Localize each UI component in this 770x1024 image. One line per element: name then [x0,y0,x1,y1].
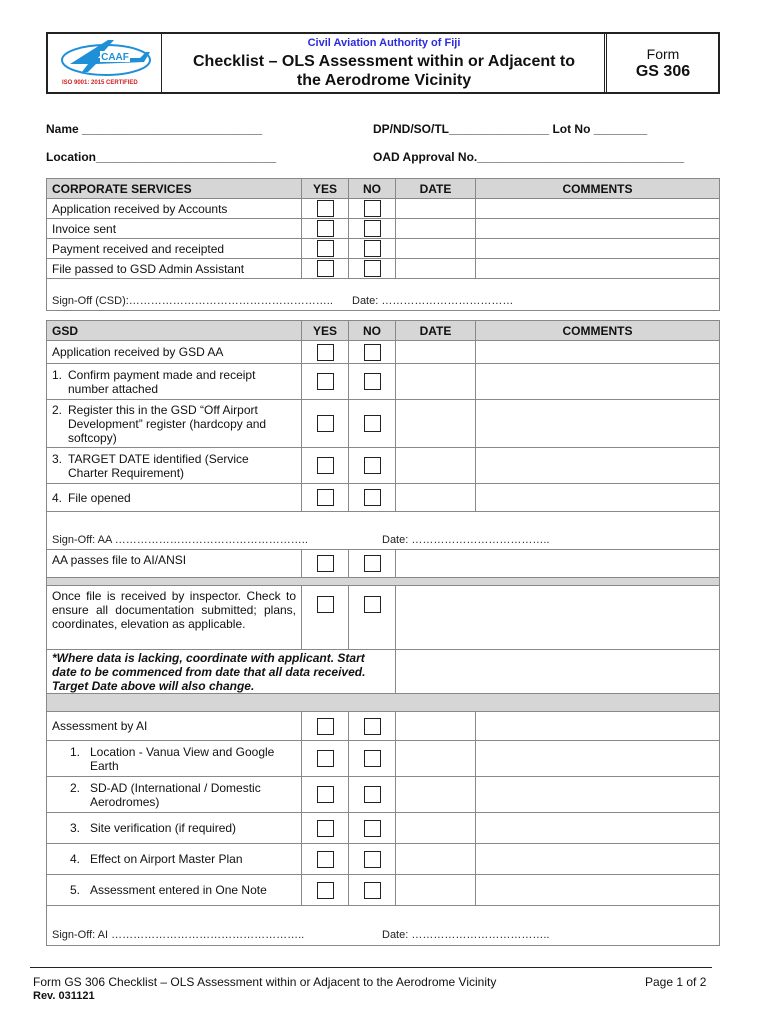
yes-cell [302,844,349,875]
date-cell[interactable] [396,239,476,259]
item-text: Assessment entered in One Note [90,883,267,897]
date-cell[interactable] [396,777,476,813]
item-number: 2. [70,780,81,795]
comments-cell[interactable] [476,364,720,400]
table-row [47,875,720,906]
date-cell[interactable] [396,813,476,844]
date-cell[interactable] [396,341,476,364]
table-row [47,741,720,777]
gsd-header-row [47,321,720,341]
no-cell [349,448,396,484]
item-number: 3. [52,451,63,466]
yes-checkbox[interactable] [317,415,334,432]
yes-cell [302,239,349,259]
no-cell [349,484,396,512]
table-row [47,341,720,364]
gsd-table [46,320,720,946]
yes-checkbox[interactable] [317,260,334,277]
form-title [164,52,604,90]
note-row [47,650,720,694]
item-label: File passed to GSD Admin Assistant [47,259,302,279]
date-cell[interactable] [396,219,476,239]
item-label [47,400,302,448]
comments-cell[interactable] [476,400,720,448]
authority-name: Civil Aviation Authority of Fiji [307,37,461,49]
yes-checkbox[interactable] [317,882,334,899]
yes-checkbox[interactable] [317,750,334,767]
item-number: 5. [70,883,81,897]
date-header: DATE [396,321,476,341]
csd-signoff[interactable] [52,294,714,308]
table-row [47,586,720,650]
table-row [47,448,720,484]
no-cell [349,239,396,259]
table-row [47,219,720,239]
comments-cell[interactable] [476,712,720,741]
item-number: 1. [70,744,81,759]
table-row [47,484,720,512]
inspector-check-text: Once file is received by inspector. Check to ensure all documentation submitted; plans, coordinates, elevation as applicable. [47,586,302,650]
date-header: DATE [396,179,476,199]
no-cell [349,586,396,650]
table-row [47,364,720,400]
item-label [47,741,302,777]
item-text: Effect on Airport Master Plan [90,852,243,866]
no-cell [349,712,396,741]
table-row [47,777,720,813]
date-cell[interactable] [396,844,476,875]
yes-cell [302,219,349,239]
footer-divider [30,967,712,968]
item-label: Invoice sent [47,219,302,239]
date-cell[interactable] [396,741,476,777]
yes-checkbox[interactable] [317,457,334,474]
yes-cell [302,741,349,777]
location-field[interactable]: Location___________________________ [46,150,277,164]
no-checkbox[interactable] [364,200,381,217]
yes-checkbox[interactable] [317,489,334,506]
yes-header: YES [302,179,349,199]
gsd-heading: GSD [47,321,302,341]
yes-cell [302,400,349,448]
no-cell [349,875,396,906]
ai-signoff[interactable] [52,928,714,942]
yes-cell [302,813,349,844]
no-checkbox[interactable] [364,489,381,506]
no-cell [349,259,396,279]
data-lacking-note: *Where data is lacking, coordinate with applicant. Start date to be commenced from date that all data received. Target Date above will also change. [47,650,396,694]
title-box [164,34,607,92]
yes-checkbox[interactable] [317,220,334,237]
date-cell[interactable] [396,400,476,448]
yes-checkbox[interactable] [317,718,334,735]
comments-cell[interactable] [476,199,720,219]
comments-cell[interactable] [476,844,720,875]
comments-cell[interactable] [476,484,720,512]
dp-lot-field[interactable]: DP/ND/SO/TL_______________ Lot No ________ [373,122,648,136]
logo-lettering: CAAF [101,52,129,63]
no-checkbox[interactable] [364,240,381,257]
no-cell [349,400,396,448]
item-text: Site verification (if required) [90,821,237,835]
date-cell[interactable] [396,712,476,741]
yes-cell [302,364,349,400]
no-checkbox[interactable] [364,555,381,572]
name-field[interactable]: Name ___________________________ [46,122,263,136]
yes-cell [302,259,349,279]
yes-cell [302,777,349,813]
yes-header: YES [302,321,349,341]
item-text: SD-AD (International / Domestic Aerodromes) [90,780,261,809]
no-cell [349,550,396,578]
item-number: 4. [70,852,81,866]
item-label [47,448,302,484]
no-checkbox[interactable] [364,415,381,432]
item-label: Payment received and receipted [47,239,302,259]
comments-cell[interactable] [476,448,720,484]
item-label [47,875,302,906]
yes-cell [302,550,349,578]
csd-signoff-date: Date: ……………………………… [352,295,514,307]
comments-cell[interactable] [476,777,720,813]
separator-row [47,694,720,712]
no-cell [349,844,396,875]
table-row [47,813,720,844]
blank-cell [396,650,720,694]
item-label [47,813,302,844]
signoff-row [47,512,720,550]
ai-signoff-label: Sign-Off: AI …………………………………………….. [52,929,305,941]
yes-checkbox[interactable] [317,820,334,837]
item-text: Location - Vanua View and Google Earth [90,744,275,773]
table-row [47,239,720,259]
ai-signoff-date: Date: ……………………………….. [382,929,550,941]
item-label: AA passes file to AI/ANSI [47,550,302,578]
footer-title: Form GS 306 Checklist – OLS Assessment within or Adjacent to the Aerodrome Vicinity [33,975,497,989]
form-title-line-1: Checklist – OLS Assessment within or Adjacent to [192,53,575,70]
oad-approval-field[interactable]: OAD Approval No._______________________________ [373,150,685,164]
comments-header: COMMENTS [476,179,720,199]
date-cell[interactable] [396,199,476,219]
corporate-heading: CORPORATE SERVICES [47,179,302,199]
aa-signoff-label: Sign-Off: AA …………………………………………….. [52,534,308,546]
yes-checkbox[interactable] [317,240,334,257]
yes-checkbox[interactable] [317,200,334,217]
no-checkbox[interactable] [364,260,381,277]
yes-cell [302,484,349,512]
date-cell[interactable] [396,259,476,279]
no-cell [349,219,396,239]
assessment-heading: Assessment by AI [47,712,302,741]
yes-checkbox[interactable] [317,555,334,572]
table-row [47,199,720,219]
comments-cell[interactable] [476,259,720,279]
no-checkbox[interactable] [364,882,381,899]
item-number: 1. [52,367,63,382]
signoff-row [47,279,720,311]
comments-cell[interactable] [476,813,720,844]
form-number-box [608,34,718,92]
no-cell [349,341,396,364]
table-row [47,550,720,578]
yes-cell [302,199,349,219]
item-text: File opened [68,490,131,505]
no-cell [349,741,396,777]
yes-cell [302,875,349,906]
csd-signoff-label: Sign-Off (CSD):……………………………………………….. [52,295,333,307]
comments-cell[interactable] [476,239,720,259]
no-header: NO [349,321,396,341]
item-text: Register this in the GSD “Off Airport Development” register (hardcopy and softcopy) [68,402,267,445]
item-number: 2. [52,402,63,417]
blank-cell [396,550,720,578]
yes-cell [302,586,349,650]
yes-checkbox[interactable] [317,786,334,803]
yes-checkbox[interactable] [317,851,334,868]
item-text: TARGET DATE identified (Service Charter Requirement) [68,451,249,480]
item-label: Application received by Accounts [47,199,302,219]
no-header: NO [349,179,396,199]
form-label: Form [646,46,680,62]
table-row [47,259,720,279]
date-cell[interactable] [396,484,476,512]
comments-cell[interactable] [476,219,720,239]
item-text: Confirm payment made and receipt number attached [68,367,256,396]
form-header [46,32,720,94]
no-cell [349,777,396,813]
no-checkbox[interactable] [364,220,381,237]
no-checkbox[interactable] [364,820,381,837]
corporate-header-row [47,179,720,199]
no-checkbox[interactable] [364,786,381,803]
no-checkbox[interactable] [364,718,381,735]
no-checkbox[interactable] [364,851,381,868]
item-label [47,844,302,875]
date-cell[interactable] [396,364,476,400]
corporate-services-table [46,178,720,311]
table-row [47,844,720,875]
comments-cell[interactable] [476,875,720,906]
yes-checkbox[interactable] [317,373,334,390]
yes-cell [302,341,349,364]
signoff-row [47,906,720,946]
no-cell [349,199,396,219]
footer-revision: Rev. 031121 [33,990,95,1002]
iso-certified-label: ISO 9001: 2015 CERTIFIED [62,80,138,86]
no-cell [349,364,396,400]
no-checkbox[interactable] [364,457,381,474]
form-title-line-2: the Aerodrome Vicinity [296,72,472,89]
no-checkbox[interactable] [364,373,381,390]
yes-checkbox[interactable] [317,596,334,613]
separator-row [47,578,720,586]
no-checkbox[interactable] [364,750,381,767]
date-cell[interactable] [396,875,476,906]
yes-cell [302,712,349,741]
aa-signoff-date: Date: ……………………………….. [382,534,550,546]
form-number: GS 306 [635,63,691,80]
item-number: 3. [70,821,81,835]
logo-box [48,34,162,92]
table-row [47,400,720,448]
yes-checkbox[interactable] [317,344,334,361]
no-checkbox[interactable] [364,344,381,361]
page-number: Page 1 of 2 [645,975,707,989]
no-cell [349,813,396,844]
item-number: 4. [52,490,63,505]
no-checkbox[interactable] [364,596,381,613]
table-row [47,712,720,741]
comments-cell[interactable] [476,341,720,364]
item-label [47,777,302,813]
date-cell[interactable] [396,448,476,484]
aa-signoff[interactable] [52,533,714,547]
item-label [47,364,302,400]
comments-header: COMMENTS [476,321,720,341]
comments-cell[interactable] [476,741,720,777]
item-label [47,484,302,512]
item-label: Application received by GSD AA [47,341,302,364]
blank-cell [396,586,720,650]
yes-cell [302,448,349,484]
